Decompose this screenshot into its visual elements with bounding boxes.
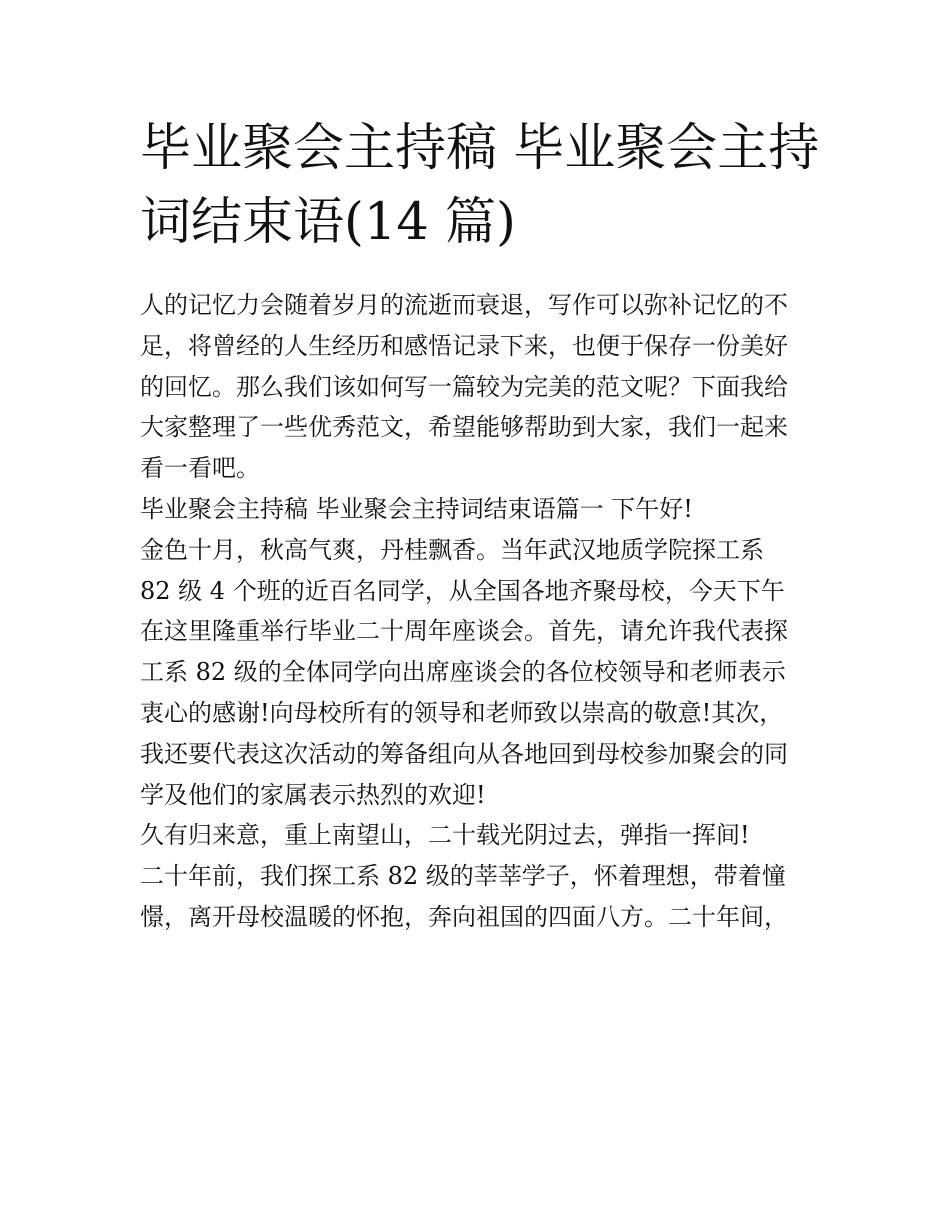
text-line: 大家整理了一些优秀范文，希望能够帮助到大家，我们一起来 bbox=[140, 413, 788, 442]
text-line: 毕业聚会主持稿 毕业聚会主持词结束语篇一 下午好! bbox=[140, 494, 693, 523]
text-line: 看一看吧。 bbox=[140, 454, 260, 483]
text-line: 二十年前，我们探工系 82 级的莘莘学子，怀着理想，带着憧 bbox=[140, 862, 786, 891]
text-line: 82 级 4 个班的近百名同学，从全国各地齐聚母校，今天下午 bbox=[140, 576, 785, 605]
text-line: 工系 82 级的全体同学向出席座谈会的各位校领导和老师表示 bbox=[140, 658, 786, 687]
paragraph-poem bbox=[140, 815, 820, 856]
paragraph-memories bbox=[140, 856, 820, 938]
text-line: 我还要代表这次活动的筹备组向从各地回到母校参加聚会的同 bbox=[140, 739, 788, 768]
text-line: 憬，离开母校温暖的怀抱，奔向祖国的四面八方。二十年间， bbox=[140, 902, 788, 931]
text-line: 学及他们的家属表示热烈的欢迎! bbox=[140, 780, 486, 809]
text-line: 在这里隆重举行毕业二十周年座谈会。首先，请允许我代表探 bbox=[140, 617, 788, 646]
paragraph-opening bbox=[140, 530, 820, 816]
text-line: 衷心的感谢!向母校所有的领导和老师致以崇高的敬意!其次， bbox=[140, 698, 784, 727]
paragraph-section-heading bbox=[140, 489, 820, 530]
document-title bbox=[140, 112, 820, 260]
document-content bbox=[140, 112, 820, 938]
title-line-1: 毕业聚会主持稿 毕业聚会主持 bbox=[140, 119, 820, 178]
text-line: 足，将曾经的人生经历和感悟记录下来，也便于保存一份美好 bbox=[140, 331, 788, 360]
document-body bbox=[140, 285, 820, 938]
text-line: 的回忆。那么我们该如何写一篇较为完美的范文呢？下面我给 bbox=[140, 372, 788, 401]
text-line: 久有归来意，重上南望山，二十载光阴过去，弹指一挥间! bbox=[140, 821, 750, 850]
text-line: 金色十月，秋高气爽，丹桂飘香。当年武汉地质学院探工系 bbox=[140, 535, 764, 564]
paragraph-intro bbox=[140, 285, 820, 489]
title-line-2: 词结束语(14 篇) bbox=[140, 193, 516, 252]
text-line: 人的记忆力会随着岁月的流逝而衰退，写作可以弥补记忆的不 bbox=[140, 291, 788, 319]
